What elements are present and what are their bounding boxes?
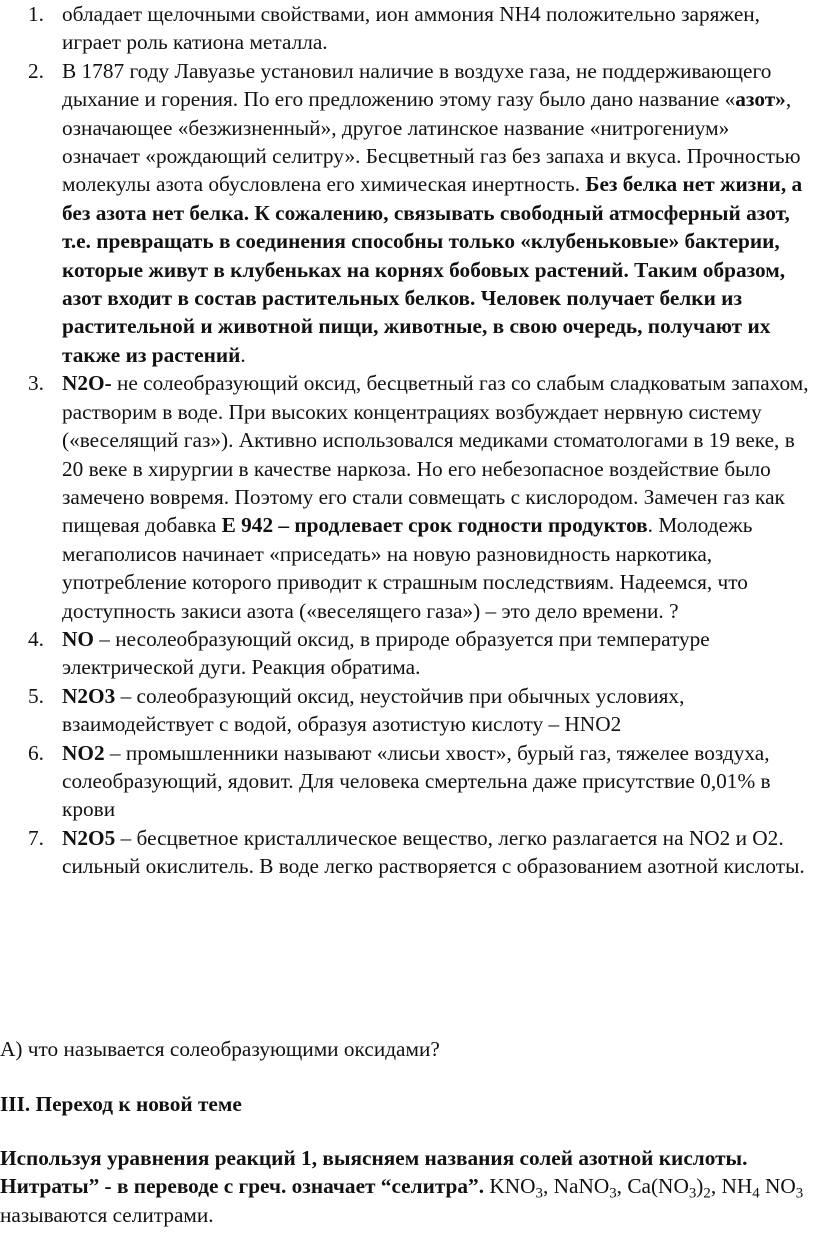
list-item [0, 682, 816, 739]
list-item [0, 739, 816, 824]
nitrates-paragraph [0, 1144, 810, 1229]
formula-part: NaNO [553, 1174, 610, 1199]
list-item [0, 824, 816, 881]
list-item [0, 57, 816, 369]
list-number: 6. [28, 740, 44, 765]
formula-subscript: 2 [703, 1185, 711, 1202]
list-item [0, 369, 816, 625]
formula-part: NH [721, 1174, 753, 1199]
list-number: 3. [28, 371, 44, 396]
list-number: 1. [28, 2, 44, 26]
list-item [0, 0, 816, 57]
list-number: 2. [28, 58, 44, 83]
bold-text: N2O5 [62, 825, 116, 850]
chemical-formula [553, 1174, 617, 1202]
formula-part: NO [759, 1174, 796, 1199]
formula-subscript: 4 [752, 1185, 760, 1202]
formula-part: KNO [489, 1174, 536, 1199]
bold-text: NO [62, 626, 94, 651]
formula-part: Ca(NO [627, 1174, 689, 1199]
bold-text: Е 942 – продлевает срок годности продуктов [221, 513, 648, 538]
body-text: , означающее «безжизненный», другое латинское название «нитрогениум» означает «рождающий селитру». Бесцветный газ без запаха и вкуса. Прочностью молекулы азота обусловлена его химическая инертность. [62, 87, 801, 197]
body-text: – несолеобразующий оксид, в природе образуется при температуре электрической дуги. Реакция обратима. [62, 626, 710, 680]
list-number: 7. [28, 825, 44, 850]
formula-subscript: 3 [535, 1185, 543, 1202]
nitrates-intro: Используя уравнения реакций 1, выясняем названия солей азотной кислоты. Нитраты” - в переводе с греч. означает “селитра”. [0, 1146, 748, 1199]
bold-text: азот» [735, 87, 786, 112]
body-text: – промышленники называют «лисьи хвост», бурый газ, тяжелее воздуха, солеобразующий, ядовит. Для человека смертельна даже присутствие 0,01% в крови [62, 740, 771, 822]
formula-separator: , [710, 1174, 722, 1199]
bold-text: N2O- [62, 371, 112, 396]
body-text: В 1787 году Лавуазье установил наличие в воздухе газа, не поддерживающего дыхание и горения. По его предложению этому газу было дано название « [62, 58, 772, 112]
list-number: 4. [28, 626, 44, 651]
formula-separator: , [616, 1174, 628, 1199]
formula-subscript: 3 [688, 1185, 697, 1202]
chemical-formula [721, 1174, 804, 1202]
body-text: не солеобразующий оксид, бесцветный газ со слабым сладковатым запахом, растворим в воде. При высоких концентрациях возбуждает нервную систему («веселящий газ»). Активно использовался медиками стоматологами в 19 веке, в 20 веке в хирургии в качестве наркоза. Но его небезопасное воздействие было замечено вовремя. Поэтому его стали совмещать с кислородом. Замечен газ как пищевая добавка [62, 371, 809, 538]
section-heading: III. Переход к новой теме [0, 1092, 242, 1116]
bold-text: Без белка нет жизни, а без азота нет белка. К сожалению, связывать свободный атмосферный азот, т.е. превращать в соединения способны только «клубеньковые» бактерии, которые живут в клубеньках на корнях бобовых растений. Таким образом, азот входит в состав растительных белков. Человек получает белки из растительной и животной пищи, животные, в свою очередь, получают их также из растений [62, 172, 803, 367]
list-item [0, 625, 816, 682]
list-number: 5. [28, 683, 44, 708]
formula-subscript: 3 [609, 1185, 617, 1202]
chemical-formula [627, 1174, 711, 1202]
formula-subscript: 3 [795, 1185, 804, 1202]
question-a: А) что называется солеобразующими оксидами? [0, 1037, 440, 1061]
body-text: – бесцветное кристаллическое вещество, легко разлагается на NO2 и O2. сильный окислитель. В воде легко растворяется с образованием азотной кислоты. [62, 825, 805, 879]
formula-list [489, 1174, 804, 1202]
body-text: . Молодежь мегаполисов начинает «приседать» на новую разновидность наркотика, употребление которого приводит к страшным последствиям. Надеемся, что доступность закиси азота («веселящего газа») – это дело времени. ? [62, 513, 753, 623]
body-text: . [240, 342, 246, 367]
chemical-formula [489, 1174, 543, 1202]
formula-separator: , [542, 1174, 554, 1199]
bold-text: N2O3 [62, 683, 116, 708]
body-text: обладает щелочными свойствами, ион аммония NH4 положительно заряжен, играет роль катиона металла. [62, 2, 760, 55]
bold-text: NO2 [62, 740, 105, 765]
body-text: – солеобразующий оксид, неустойчив при обычных условиях, взаимодействует с водой, образуя азотистую кислоту – HNO2 [62, 683, 685, 737]
nitrates-tail: называются селитрами. [0, 1202, 214, 1227]
formula-part: ) [696, 1174, 704, 1199]
